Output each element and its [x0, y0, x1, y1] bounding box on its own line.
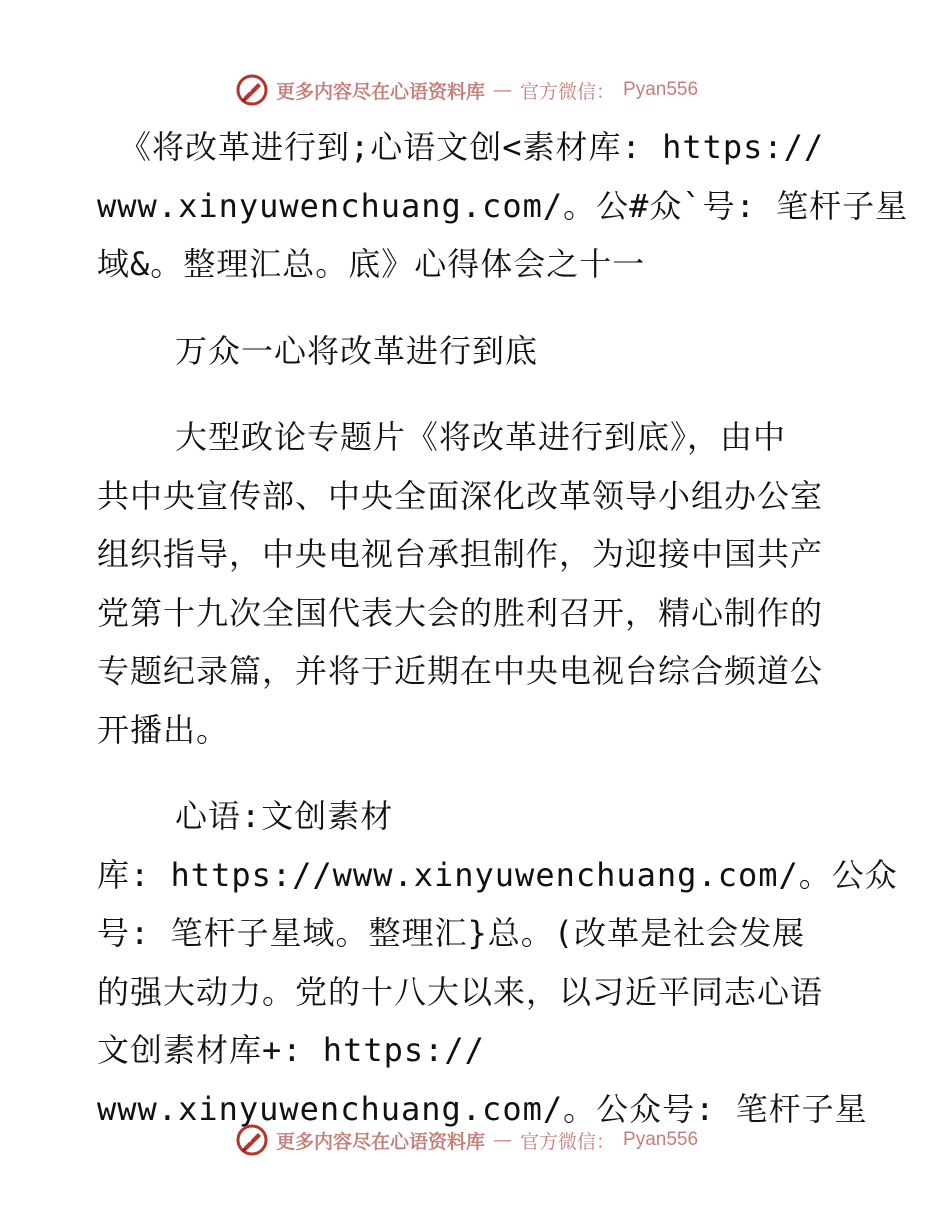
watermark-dash: —	[493, 79, 513, 101]
text-line: www.xinyuwenchuang.com/。公众号: 笔杆子星	[97, 1089, 868, 1128]
section-title: 万众一心将改革进行到底	[175, 331, 539, 370]
text-line: 共中央宣传部、中央全面深化改革领导小组办公室	[97, 476, 824, 515]
document-body	[97, 118, 909, 1138]
text-line: www.xinyuwenchuang.com/。公#众`号: 笔杆子星	[97, 186, 909, 225]
watermark-text: 更多内容尽在心语资料库	[276, 1130, 486, 1153]
wechat-id: Pyan556	[623, 79, 699, 100]
wechat-label: 官方微信：	[520, 80, 616, 103]
header-watermark	[236, 72, 698, 108]
text-line: 党第十九次全国代表大会的胜利召开，精心制作的	[97, 593, 824, 632]
wechat-id: Pyan556	[623, 1129, 699, 1150]
pen-logo-icon	[236, 1124, 268, 1156]
text-line: 号: 笔杆子星域。整理汇}总。(改革是社会发展	[97, 914, 806, 952]
text-line: 域&。整理汇总。底》心得体会之十一	[97, 245, 646, 283]
text-line: 组织指导，中央电视台承担制作，为迎接中国共产	[97, 535, 824, 573]
text-line: 库: https://www.xinyuwenchuang.com/。公众	[97, 855, 898, 894]
text-line: 大型政论专题片《将改革进行到底》，由中	[175, 418, 787, 456]
text-line: 开播出。	[97, 710, 230, 749]
wechat-label: 官方微信：	[520, 1130, 616, 1153]
footer-watermark	[236, 1122, 698, 1158]
text-line: 的强大动力。党的十八大以来，以习近平同志心语	[97, 972, 824, 1011]
watermark-dash: —	[493, 1129, 513, 1151]
text-line: 文创素材库+: https://	[97, 1031, 485, 1069]
pen-logo-icon	[236, 74, 268, 106]
watermark-text: 更多内容尽在心语资料库	[276, 80, 486, 103]
text-line: 心语:文创素材	[175, 797, 394, 835]
text-line: 《将改革进行到;心语文创<素材库: https://	[119, 128, 825, 166]
text-line: 专题纪录篇，并将于近期在中央电视台综合频道公	[97, 652, 824, 690]
